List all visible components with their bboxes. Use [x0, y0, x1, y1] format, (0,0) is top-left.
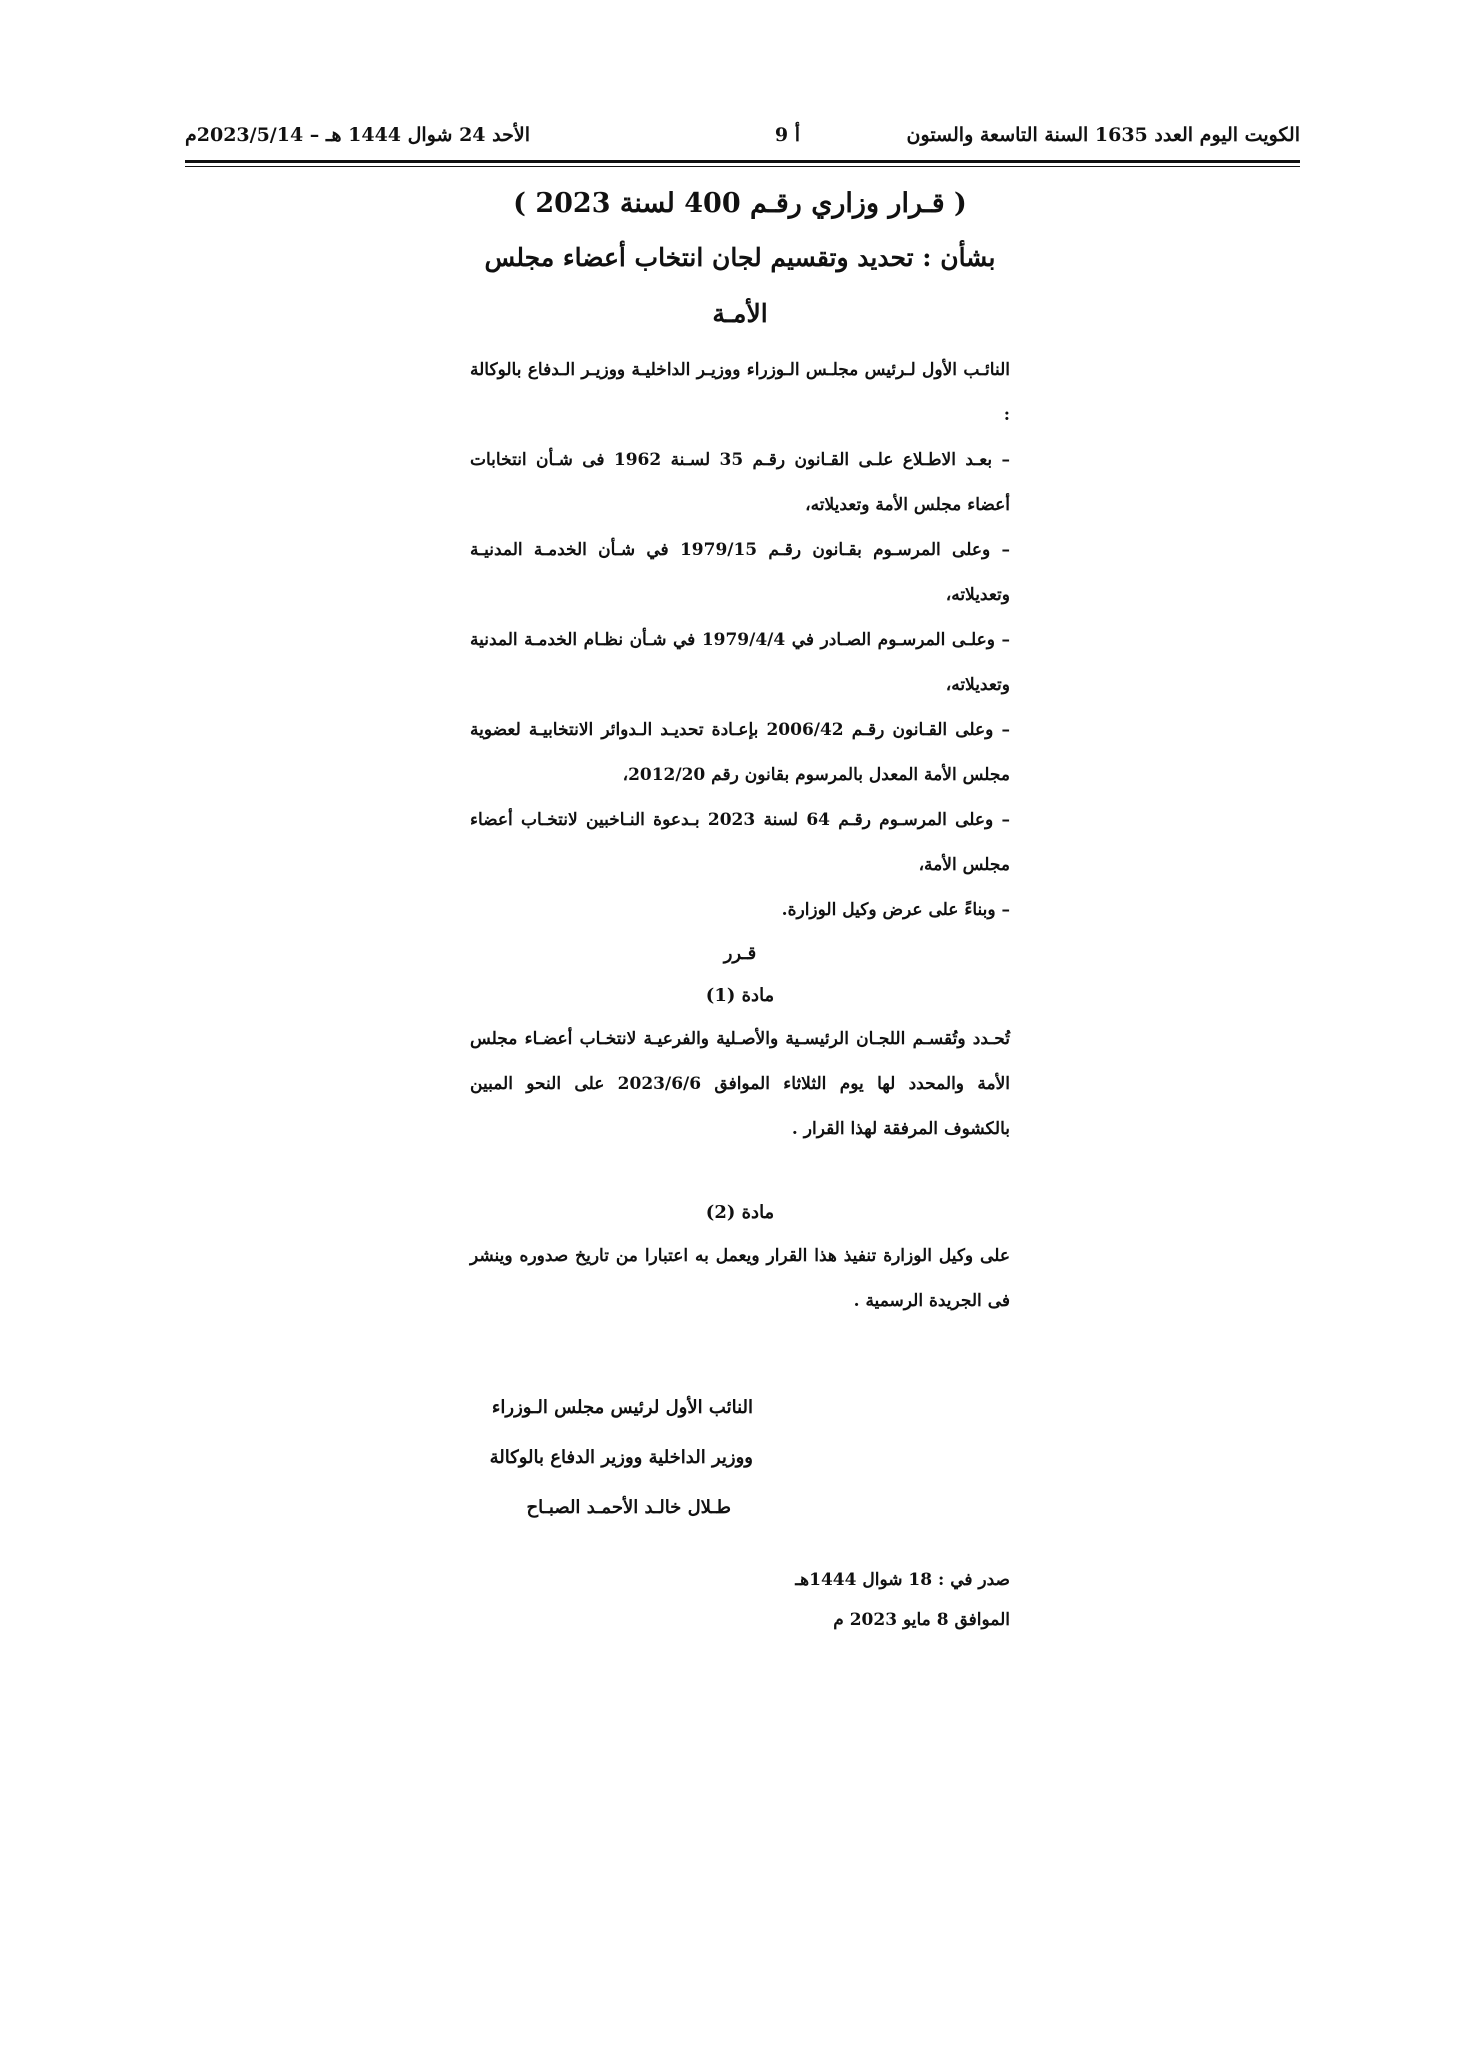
decided-heading: قـرر [723, 943, 757, 964]
decision-title: ( قـرار وزاري رقـم 400 لسنة 2023 ) [513, 188, 967, 219]
clause-2: – وعلى المرسـوم بقـانون رقـم 1979/15 في شـأن الخدمـة المدنيـة وتعديلاته، [470, 540, 1010, 605]
clause-5: – وعلى المرسـوم رقـم 64 لسنة 2023 بـدعوة النـاخبين لانتخـاب أعضاء مجلس الأمة، [470, 810, 1010, 875]
article-2-text: على وكيل الوزارة تنفيذ هذا القرار ويعمل به اعتبارا من تاريخ صدوره وينشر فى الجريدة الرسمية . [470, 1246, 1010, 1311]
clause-1: – بعـد الاطـلاع علـى القـانون رقـم 35 لسـنة 1962 فى شـأن انتخابات أعضاء مجلس الأمة وتعديلاته، [470, 450, 1010, 515]
signatory-title-2: ووزير الداخلية ووزير الدفاع بالوكالة [489, 1447, 753, 1468]
clause-4: – وعلى القـانون رقـم 2006/42 بإعـادة تحديـد الـدوائر الانتخابيـة لعضوية مجلس الأمة المعدل بالمرسوم بقانون رقم 2012/20، [470, 720, 1010, 785]
signatory-title-1: النائب الأول لرئيس مجلس الـوزراء [491, 1397, 753, 1418]
clause-6: – وبناءً على عرض وكيل الوزارة. [781, 900, 1010, 920]
spacer [470, 1152, 1010, 1192]
clause-3: – وعلـى المرسـوم الصـادر في 1979/4/4 في شـأن نظـام الخدمـة المدنية وتعديلاته، [470, 630, 1010, 695]
article-1-text: تُحـدد وتُقسـم اللجـان الرئيسـية والأصـلية والفرعيـة لانتخـاب أعضـاء مجلس الأمة والمحدد لها يوم الثلاثاء الموافق 2023/6/6 على النحو المبين بالكشوف المرفقة لهذا القرار . [470, 1029, 1010, 1139]
issue-block [700, 1560, 1010, 1640]
header-rule-thick [185, 160, 1300, 163]
decision-subject: بشأن : تحديد وتقسيم لجان انتخاب أعضاء مجلس [484, 243, 996, 272]
page-header [185, 120, 1300, 160]
page-number: أ 9 [774, 124, 800, 146]
issued-hijri-date: صدر في : 18 شوال 1444هـ [795, 1570, 1010, 1590]
decision-subject-continued: الأمـة [712, 299, 768, 328]
issue-info: الكويت اليوم العدد 1635 السنة التاسعة والستون [906, 124, 1300, 146]
decision-body [470, 178, 1010, 1324]
article-1-heading: مادة (1) [705, 985, 775, 1006]
issued-gregorian-date: الموافق 8 مايو 2023 م [833, 1610, 1010, 1630]
preamble: النائـب الأول لـرئيس مجلـس الـوزراء ووزيـر الداخليـة ووزيـر الـدفاع بالوكالة : [470, 360, 1010, 425]
signature-block [470, 1383, 753, 1533]
header-rule-thin [185, 166, 1300, 167]
issue-date: الأحد 24 شوال 1444 هـ – 2023/5/14م [185, 124, 530, 146]
article-2-heading: مادة (2) [705, 1202, 775, 1223]
signatory-name: طـلال خالـد الأحمـد الصبـاح [526, 1497, 731, 1518]
